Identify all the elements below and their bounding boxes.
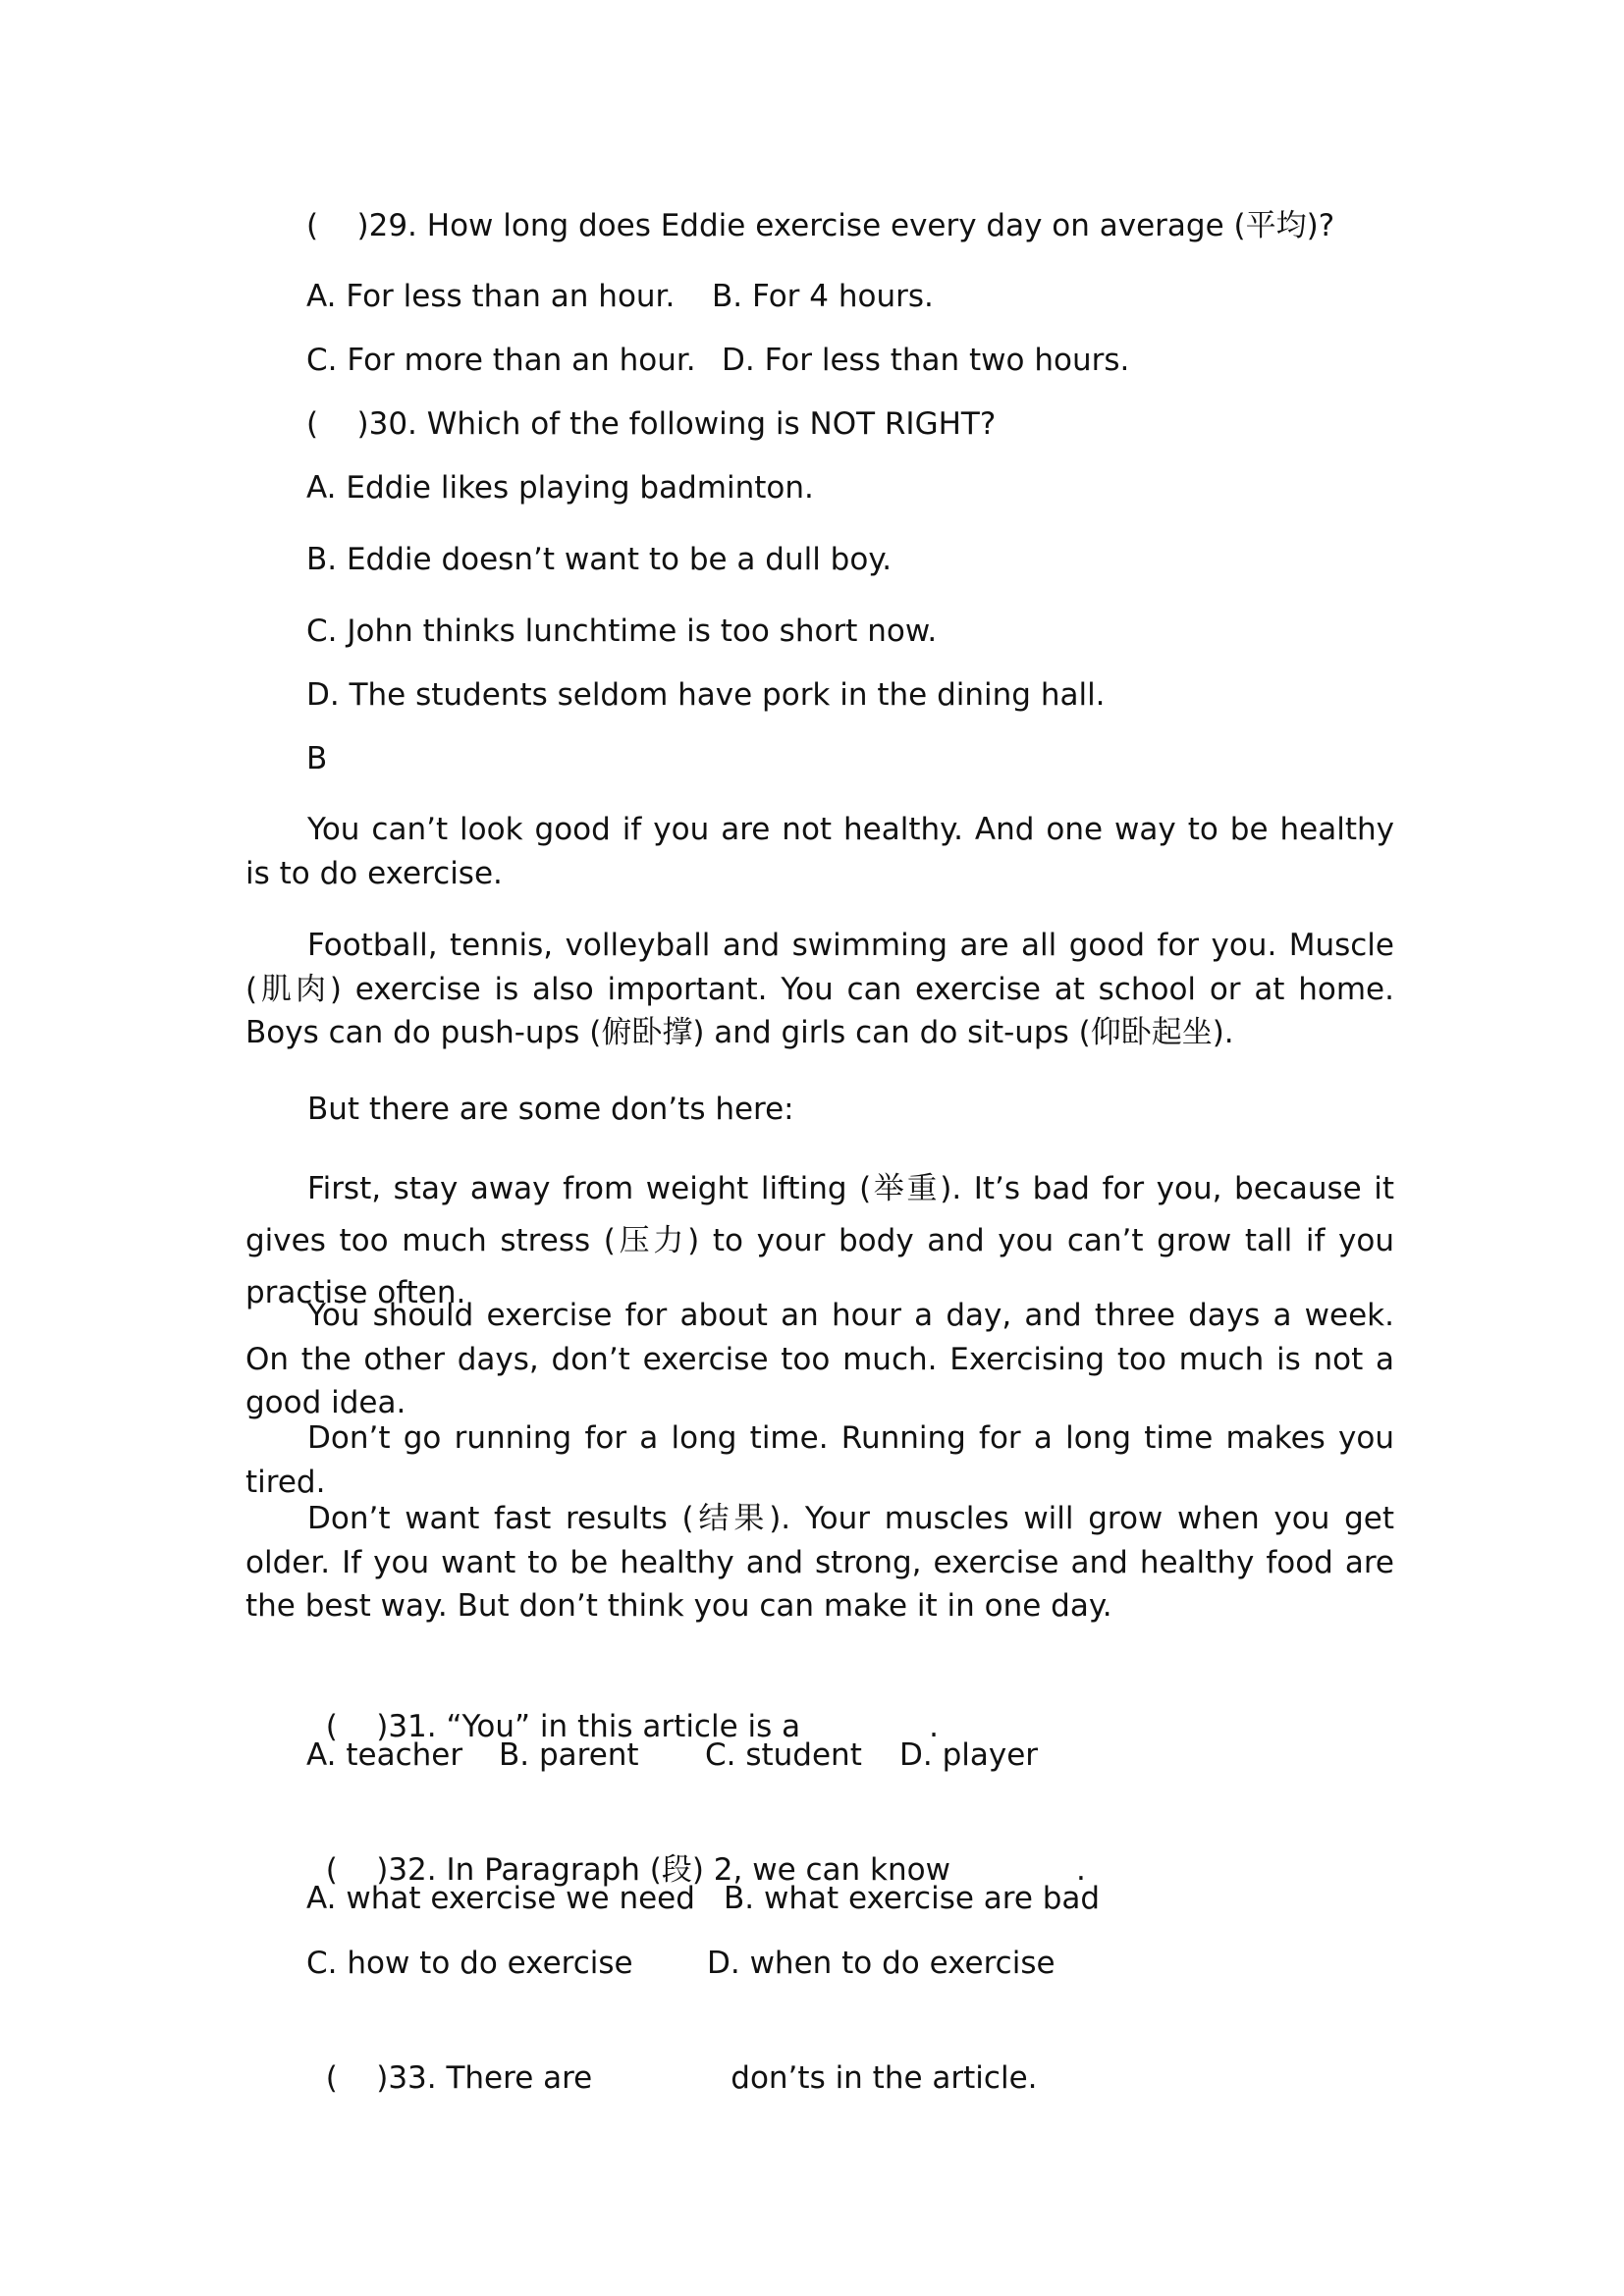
q32-option-b: B. what exercise are bad [724,1881,1101,1916]
passage-paragraph-4: First, stay away from weight lifting (举重). It’s bad for you, because it gives too much stress (压力) to your body and you can’t grow tall if you practise often. [245,1171,1394,1310]
q30-option-c: C. John thinks lunchtime is too short now. [306,614,938,649]
q29-stem: ( )29. How long does Eddie exercise every day on average (平均)? [306,208,1335,243]
q29-option-c: C. For more than an hour. [306,343,696,378]
q33-stem-end: don’ts in the article. [731,2060,1038,2096]
q31-stem-text: ( )31. “You” in this article is a [325,1709,801,1744]
q31-stem-end: . [929,1709,939,1744]
q30-option-d: D. The students seldom have pork in the dining hall. [306,677,1106,713]
q30-stem: ( )30. Which of the following is NOT RIGHT? [306,406,997,442]
q31-option-a: A. teacher [306,1737,463,1773]
q32-stem [306,1805,1086,1888]
q29-option-b: B. For 4 hours. [712,279,934,314]
q29-option-a: A. For less than an hour. [306,279,676,314]
passage-paragraph-5: You should exercise for about an hour a day, and three days a week. On the other days, don’t exercise too much. Exercising too much is not a good idea. [245,1298,1394,1420]
q30-option-b: B. Eddie doesn’t want to be a dull boy. [306,542,893,577]
q33-stem [306,2013,1038,2096]
q32-option-a: A. what exercise we need [306,1881,695,1916]
q32-stem-text: ( )32. In Paragraph (段) 2, we can know [325,1852,950,1888]
q32-option-d: D. when to do exercise [707,1946,1056,1981]
passage-paragraph-7: Don’t want fast results (结果). Your muscles will grow when you get older. If you want to be healthy and strong, exercise and healthy food are the best way. But don’t think you can make it in one day. [245,1501,1394,1624]
passage-paragraph-3: But there are some don’ts here: [307,1092,794,1127]
q32-stem-end: . [1075,1852,1086,1888]
q31-option-d: D. player [899,1737,1039,1773]
q30-option-a: A. Eddie likes playing badminton. [306,470,814,506]
section-label: B [306,741,328,776]
q29-option-d: D. For less than two hours. [722,343,1130,378]
passage-paragraph-2: Football, tennis, volleyball and swimming are all good for you. Muscle (肌肉) exercise is also important. You can exercise at school or at home. Boys can do push-ups (俯卧撑) and girls can do sit-ups (仰卧起坐). [245,928,1394,1050]
passage-paragraph-6: Don’t go running for a long time. Running for a long time makes you tired. [245,1420,1394,1500]
q31-stem [306,1662,939,1744]
q31-option-b: B. parent [499,1737,639,1773]
q33-stem-text: ( )33. There are [325,2060,593,2096]
q31-option-c: C. student [705,1737,862,1773]
q32-option-c: C. how to do exercise [306,1946,633,1981]
passage-paragraph-1: You can’t look good if you are not healthy. And one way to be healthy is to do exercise. [245,812,1394,891]
